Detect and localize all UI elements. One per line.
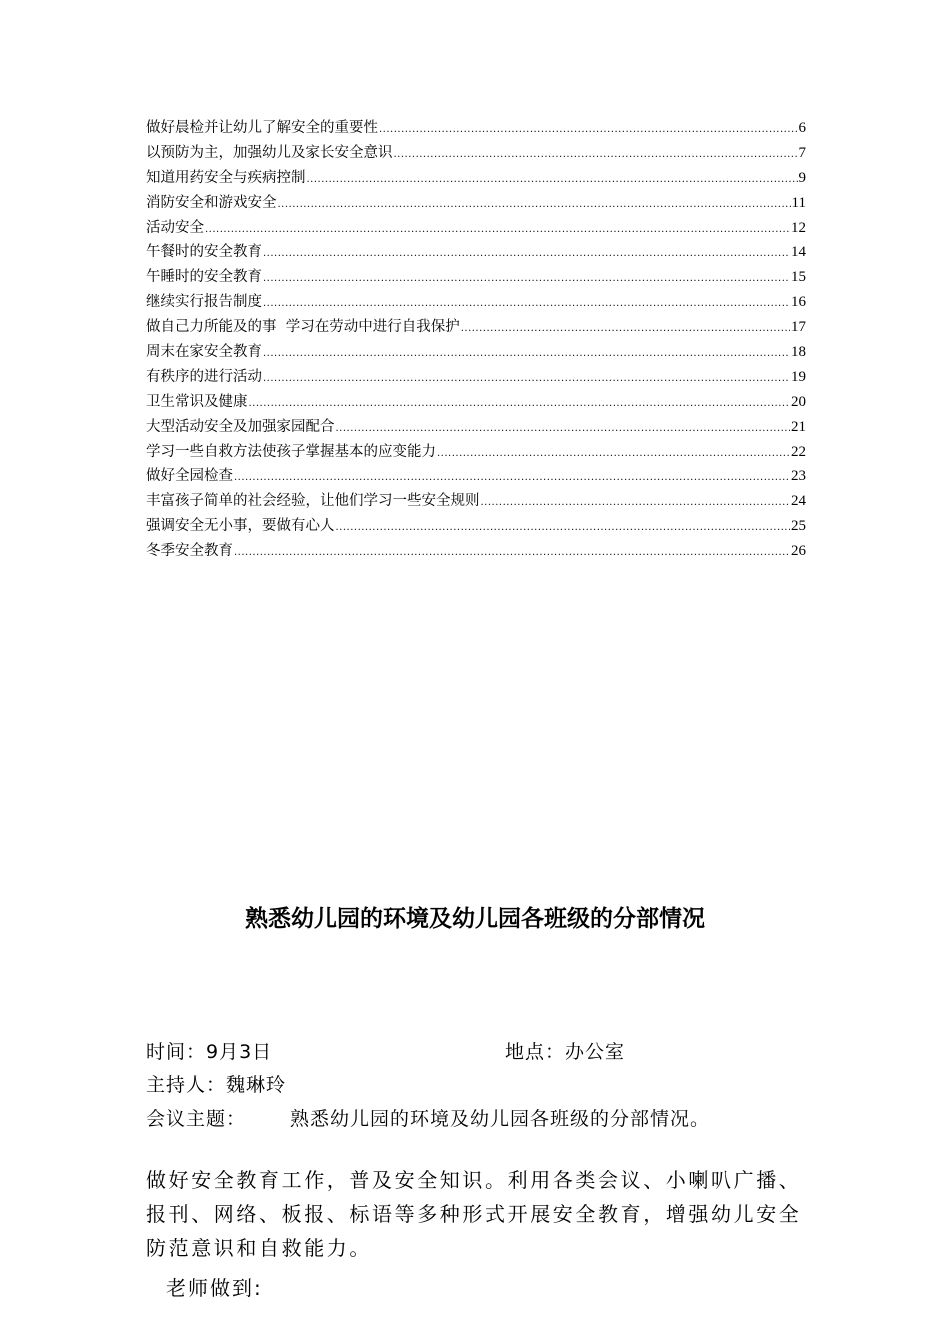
toc-leader-dots	[461, 317, 790, 342]
toc-entry-page: 24	[791, 493, 806, 510]
toc-entry-title: 消防安全和游戏安全	[146, 194, 277, 211]
toc-entry-page: 17	[791, 319, 806, 336]
toc-entry[interactable]	[146, 240, 806, 265]
toc-entry-page: 12	[791, 219, 806, 236]
toc-entry-title: 午餐时的安全教育	[146, 244, 262, 261]
meeting-topic-value: 熟悉幼儿园的环境及幼儿园各班级的分部情况。	[290, 1108, 711, 1130]
toc-entry[interactable]	[146, 216, 806, 241]
toc-leader-dots	[307, 168, 798, 193]
toc-entry-page: 9	[798, 169, 806, 186]
toc-entry-title: 丰富孩子简单的社会经验，让他们学习一些安全规则	[146, 493, 480, 510]
toc-entry-title: 知道用药安全与疾病控制	[146, 169, 306, 186]
toc-entry-title: 强调安全无小事，要做有心人	[146, 518, 335, 535]
toc-entry-title: 冬季安全教育	[146, 543, 233, 560]
toc-entry[interactable]	[146, 539, 806, 564]
toc-leader-dots	[249, 392, 791, 417]
toc-entry-title: 以预防为主，加强幼儿及家长安全意识	[146, 144, 393, 161]
toc-entry[interactable]	[146, 141, 806, 166]
body-paragraph: 做好安全教育工作，普及安全知识。利用各类会议、小喇叭广播、报刊、网络、板报、标语等多种形式开展安全教育，增强幼儿安全防范意识和自救能力。	[146, 1168, 802, 1260]
toc-entry[interactable]	[146, 315, 806, 340]
teacher-duties-heading: 老师做到:	[166, 1276, 263, 1300]
toc-entry-page: 23	[791, 468, 806, 485]
toc-entry-page: 22	[791, 443, 806, 460]
toc-entry[interactable]	[146, 415, 806, 440]
toc-entry-title: 活动安全	[146, 219, 204, 236]
toc-entry[interactable]	[146, 489, 806, 514]
toc-leader-dots	[394, 143, 798, 168]
toc-entry-page: 6	[798, 120, 806, 136]
toc-entry[interactable]	[146, 365, 806, 390]
toc-entry-page: 18	[791, 344, 806, 361]
toc-entry-title: 学习一些自救方法使孩子掌握基本的应变能力	[146, 443, 436, 460]
toc-entry[interactable]	[146, 514, 806, 539]
toc-entry-page: 26	[791, 543, 806, 560]
toc-leader-dots	[263, 267, 790, 292]
toc-entry[interactable]	[146, 116, 806, 141]
meeting-topic-label: 会议主题：	[146, 1108, 247, 1130]
toc-entry-page: 25	[791, 518, 806, 535]
toc-entry-page: 21	[791, 418, 806, 435]
toc-leader-dots	[263, 292, 790, 317]
toc-entry[interactable]	[146, 191, 806, 216]
toc-entry-title: 卫生常识及健康	[146, 393, 248, 410]
toc-leader-dots	[205, 218, 790, 243]
toc-leader-dots	[437, 442, 790, 467]
toc-entry-title: 做好全园检查	[146, 468, 233, 485]
toc-leader-dots	[336, 417, 791, 442]
toc-entry-page: 11	[791, 194, 806, 211]
toc-leader-dots	[379, 118, 798, 143]
toc-entry-title: 午睡时的安全教育	[146, 269, 262, 286]
meeting-topic	[146, 1104, 710, 1131]
meeting-host: 主持人：魏琳玲	[146, 1074, 287, 1096]
toc-leader-dots	[234, 466, 790, 491]
meeting-time: 时间：9月3日	[146, 1041, 273, 1063]
toc-entry[interactable]	[146, 390, 806, 415]
toc-entry-page: 14	[791, 244, 806, 261]
toc-entry-title: 做好晨检并让幼儿了解安全的重要性	[146, 120, 378, 136]
section-heading: 熟悉幼儿园的环境及幼儿园各班级的分部情况	[245, 906, 705, 932]
toc-entry-title: 大型活动安全及加强家园配合	[146, 418, 335, 435]
toc-entry-title: 做自己力所能及的事 学习在劳动中进行自我保护	[146, 319, 460, 336]
toc-entry-page: 15	[791, 269, 806, 286]
toc-entry-page: 20	[791, 393, 806, 410]
toc-entry-page: 19	[791, 368, 806, 385]
table-of-contents	[146, 116, 806, 564]
toc-leader-dots	[263, 342, 790, 367]
toc-entry[interactable]	[146, 166, 806, 191]
toc-entry[interactable]	[146, 440, 806, 465]
toc-leader-dots	[336, 516, 791, 541]
toc-leader-dots	[234, 541, 790, 566]
toc-entry-page: 7	[798, 144, 806, 161]
toc-entry[interactable]	[146, 464, 806, 489]
toc-entry[interactable]	[146, 265, 806, 290]
meeting-place: 地点：办公室	[505, 1041, 626, 1063]
toc-entry-page: 16	[791, 294, 806, 311]
toc-entry-title: 有秩序的进行活动	[146, 368, 262, 385]
toc-entry[interactable]	[146, 290, 806, 315]
toc-leader-dots	[278, 193, 791, 218]
toc-leader-dots	[481, 491, 791, 516]
toc-leader-dots	[263, 242, 790, 267]
toc-entry-title: 周末在家安全教育	[146, 344, 262, 361]
toc-leader-dots	[263, 367, 790, 392]
toc-entry[interactable]	[146, 340, 806, 365]
toc-entry-title: 继续实行报告制度	[146, 294, 262, 311]
